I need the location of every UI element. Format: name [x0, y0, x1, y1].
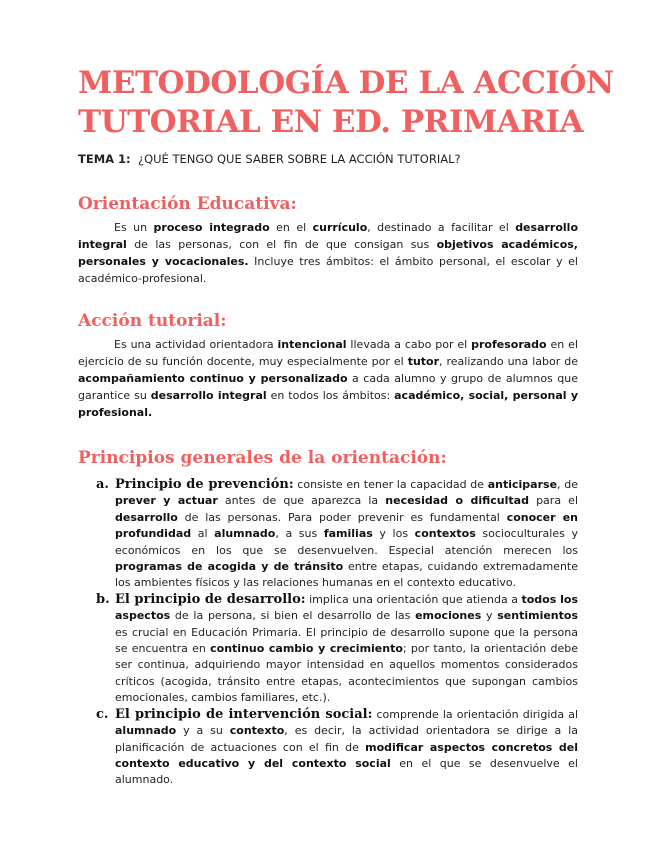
- bold-run: acompañamiento continuo y personalizado: [78, 372, 348, 385]
- bold-run: desarrollo: [115, 510, 178, 524]
- text-run: para el: [528, 494, 578, 508]
- text-run: en todos los ámbitos:: [266, 389, 395, 402]
- bold-run: intencional: [277, 338, 347, 351]
- title-line-1: METODOLOGÍA DE LA ACCIÓN: [78, 65, 614, 101]
- bold-run: contextos: [414, 527, 476, 541]
- list-item-desarrollo: [96, 592, 578, 707]
- list-marker: c.: [96, 706, 109, 722]
- text-run: , de: [557, 478, 578, 491]
- bold-run: alumnado: [214, 527, 276, 541]
- list-item-intervencion-social: [96, 707, 578, 789]
- bold-run: conocer en profundidad: [115, 510, 578, 541]
- text-run: en el ejercicio de su función docente, muy especialmente por el: [78, 338, 578, 368]
- text-run: de la persona, si bien el desarrollo de las: [170, 609, 416, 623]
- bold-run: alumnado: [115, 724, 177, 738]
- text-run: comprende la orientación dirigida al: [372, 707, 579, 721]
- text-run: , a sus: [275, 527, 324, 541]
- bold-run: emociones: [415, 609, 482, 623]
- list-marker: a.: [96, 477, 109, 492]
- bold-run: modificar aspectos concretos del contexto educativo y del contexto social: [115, 740, 578, 770]
- bold-run: todos los aspectos: [115, 592, 578, 623]
- text-run: entre etapas, cuidando extremadamente los ambientes físicos y las relaciones humanas en el contexto educativo.: [115, 560, 578, 590]
- text-run: llevada a cabo por el: [346, 338, 472, 351]
- text-run: antes de que aparezca la: [217, 494, 386, 508]
- text-run: , destinado a facilitar el: [367, 221, 516, 234]
- item-title: El principio de desarrollo:: [115, 591, 306, 607]
- bold-run: necesidad o dificultad: [385, 494, 529, 508]
- text-run: consiste en tener la capacidad de: [293, 478, 488, 491]
- bold-run: prever y actuar: [115, 494, 218, 508]
- item-title: El principio de intervención social:: [115, 706, 373, 722]
- bold-run: desarrollo integral: [150, 389, 267, 402]
- bold-run: contexto: [229, 724, 285, 738]
- bold-run: sentimientos: [497, 609, 578, 623]
- text-run: es crucial en Educación Primaria. El principio de desarrollo supone que la persona se encuentra en: [115, 625, 578, 656]
- bold-run: tutor: [407, 355, 440, 368]
- topic-label: TEMA 1:: [78, 152, 131, 166]
- bold-run: anticiparse: [487, 478, 558, 491]
- text-run: , realizando una labor de: [439, 355, 578, 368]
- text-run: ; por tanto, la orientación debe ser continua, adquiriendo mayor intensidad en aquellos momentos considerados críticos (acogida, tránsito entre etapas, acontecimientos que supongan cambios emocionales, cambios familiares, etc.).: [115, 642, 578, 705]
- bold-run: desarrollo integral: [78, 221, 578, 251]
- bold-run: continuo cambio y crecimiento: [210, 642, 403, 656]
- text-run: , es decir, la actividad orientadora se dirige a la planificación de actuaciones con el fin de: [115, 724, 578, 754]
- text-run: en el que se desenvuelve el alumnado.: [115, 756, 578, 787]
- topic-text: ¿QUÉ TENGO QUE SABER SOBRE LA ACCIÓN TUTORIAL?: [137, 152, 461, 166]
- text-run: de las personas. Para poder prevenir es fundamental: [177, 510, 507, 524]
- page-title: [78, 64, 614, 142]
- paragraph-accion-tutorial: [78, 336, 578, 421]
- text-run: de las personas, con el fin de que consigan sus: [126, 238, 437, 251]
- text-run: en el: [269, 221, 313, 234]
- bold-run: profesorado: [471, 338, 547, 351]
- bold-run: currículo: [312, 221, 368, 234]
- text-run: y a su: [176, 724, 230, 738]
- text-run: Es una actividad orientadora: [114, 338, 278, 351]
- list-marker: b.: [96, 591, 110, 607]
- text-run: implica una orientación que atienda a: [305, 592, 522, 606]
- text-run: y: [481, 609, 498, 623]
- title-line-2: TUTORIAL EN ED. PRIMARIA: [78, 104, 584, 140]
- bold-run: académico, social, personal y profesional.: [78, 389, 578, 419]
- heading-orientacion-educativa: Orientación Educativa:: [78, 194, 297, 214]
- topic-subtitle: [78, 151, 461, 167]
- principles-list: [96, 477, 578, 789]
- text-run: a cada alumno y grupo de alumnos que garantice su: [78, 372, 578, 402]
- heading-principios-generales: Principios generales de la orientación:: [78, 448, 447, 468]
- paragraph-orientacion-educativa: [78, 219, 578, 287]
- text-run: Incluye tres ámbitos: el ámbito personal, el escolar y el académico-profesional.: [78, 255, 578, 285]
- text-run: Es un: [114, 221, 154, 234]
- bold-run: familias: [323, 527, 373, 541]
- item-title: Principio de prevención:: [115, 477, 294, 492]
- bold-run: programas de acogida y de tránsito: [115, 560, 344, 574]
- heading-accion-tutorial: Acción tutorial:: [78, 311, 227, 331]
- list-item-prevencion: [96, 477, 578, 592]
- text-run: socioculturales y económicos en los que se desenvuelven. Especial atención merecen los: [115, 527, 578, 557]
- bold-run: objetivos académicos, personales y vocacionales.: [78, 238, 578, 268]
- text-run: al: [191, 527, 215, 541]
- bold-run: proceso integrado: [153, 221, 270, 234]
- text-run: y los: [372, 527, 415, 541]
